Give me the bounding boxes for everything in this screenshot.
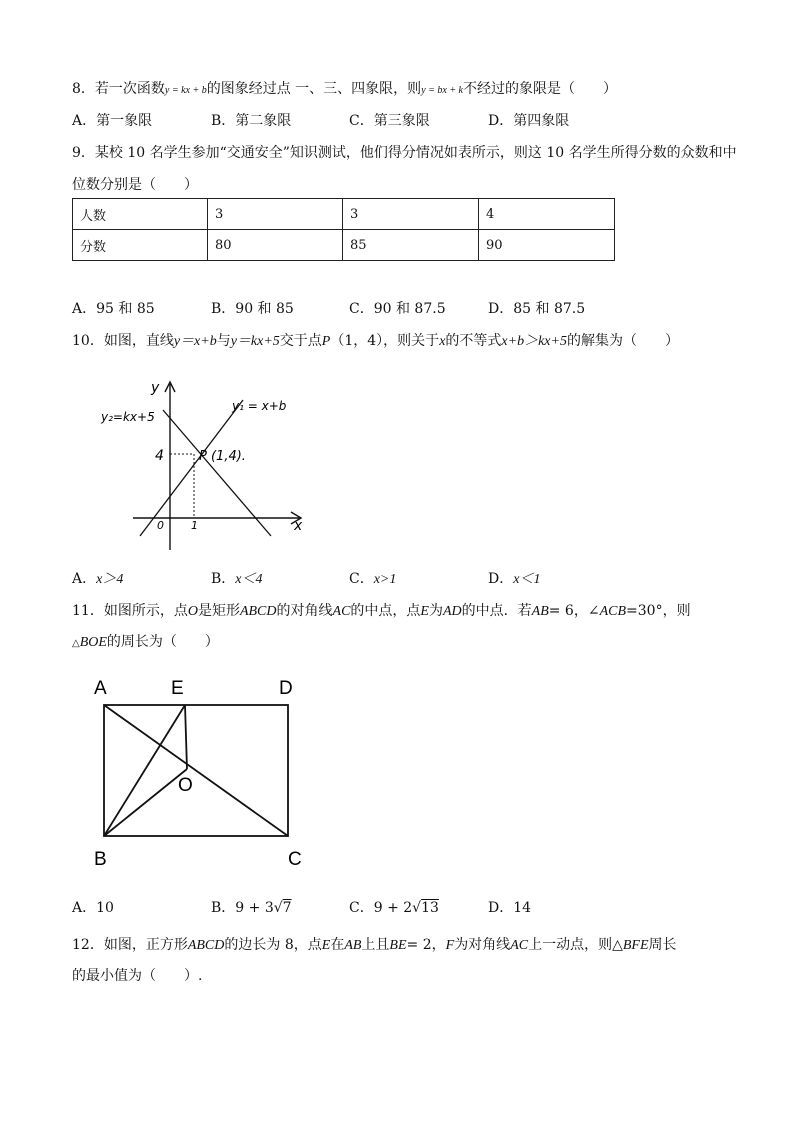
label-e: E	[171, 678, 184, 699]
y-axis-label: y	[151, 380, 160, 396]
point-p-label: P (1,4).	[199, 449, 246, 464]
sqrt-sign: √	[412, 900, 422, 916]
q10-graph	[95, 378, 315, 553]
table-cell: 80	[208, 230, 343, 261]
q10-stem: 10．如图，直线y＝x+b与y＝kx+5交于点P（1，4），则关于x的不等式x+b＞kx+5的解集为（ ）	[72, 333, 679, 349]
table-cell: 90	[479, 230, 615, 261]
q9-option-a[interactable]: A．95 和 85	[72, 301, 155, 317]
table-cell: 4	[479, 199, 615, 230]
q11-stem-line2: △BOE的周长为（ ）	[72, 634, 219, 650]
table-row	[73, 199, 615, 230]
q8-option-c[interactable]: C．第三象限	[349, 113, 430, 129]
q9-stem-line2: 位数分别是（ ）	[72, 177, 198, 193]
line-y1	[140, 400, 243, 536]
q10-option-b[interactable]: B．x＜4	[211, 571, 263, 587]
label-b: B	[94, 849, 107, 870]
segment-eo	[185, 705, 187, 769]
q10-option-d[interactable]: D．x＜1	[488, 571, 541, 587]
q9-option-c[interactable]: C．90 和 87.5	[349, 301, 446, 317]
origin-label: 0	[157, 519, 164, 532]
q11-stem-line1: 11．如图所示，点O是矩形ABCD的对角线AC的中点，点E为AD的中点．若AB= 6，∠ACB=30°，则	[72, 603, 691, 619]
table-row	[73, 230, 615, 261]
q8-option-d[interactable]: D．第四象限	[488, 113, 570, 129]
label-d: D	[279, 678, 293, 699]
q10-option-a[interactable]: A．x＞4	[72, 571, 124, 587]
diagonal-ac	[104, 705, 288, 836]
q8-stem: 8．若一次函数y = kx + b的图象经过点 一、三、四象限，则y = bx + k不经过的象限是（ ）	[72, 81, 617, 97]
label-a: A	[94, 678, 107, 699]
table-cell: 3	[208, 199, 343, 230]
q9-score-table	[72, 198, 615, 261]
x-axis-label: x	[294, 518, 303, 534]
q8-option-b[interactable]: B．第二象限	[211, 113, 292, 129]
y-tick-label: 4	[155, 448, 164, 464]
q8-option-a[interactable]: A．第一象限	[72, 113, 153, 129]
q9-option-b[interactable]: B．90 和 85	[211, 301, 294, 317]
segment-be	[104, 705, 185, 836]
line-y2-label: y₂=kx+5	[101, 410, 155, 424]
q11-option-c[interactable]: C．9 + 2√13	[349, 900, 439, 916]
q11-figure	[90, 670, 320, 870]
table-cell: 3	[343, 199, 479, 230]
segment-bo	[104, 769, 187, 836]
label-c: C	[288, 849, 302, 870]
table-cell: 分数	[73, 230, 208, 261]
line-y2	[163, 410, 271, 536]
q12-stem-line1: 12．如图，正方形ABCD的边长为 8，点E在AB上且BE= 2，F为对角线AC上一动点，则△BFE周长	[72, 937, 677, 953]
sqrt-sign: √	[273, 900, 283, 916]
table-cell: 85	[343, 230, 479, 261]
q9-stem-line1: 9．某校 10 名学生参加“交通安全”知识测试，他们得分情况如表所示，则这 10 名学生所得分数的众数和中	[72, 145, 737, 161]
q9-option-d[interactable]: D．85 和 87.5	[488, 301, 586, 317]
line-y1-label: y₁ = x+b	[232, 399, 287, 413]
label-o: O	[178, 775, 193, 796]
q11-option-a[interactable]: A．10	[72, 900, 114, 916]
q11-option-b[interactable]: B．9 + 3√7	[211, 900, 292, 916]
x-tick-label: 1	[191, 519, 198, 532]
table-cell: 人数	[73, 199, 208, 230]
q10-option-c[interactable]: C．x>1	[349, 571, 397, 587]
q11-option-d[interactable]: D．14	[488, 900, 532, 916]
q12-stem-line2: 的最小值为（ ）.	[72, 968, 203, 984]
